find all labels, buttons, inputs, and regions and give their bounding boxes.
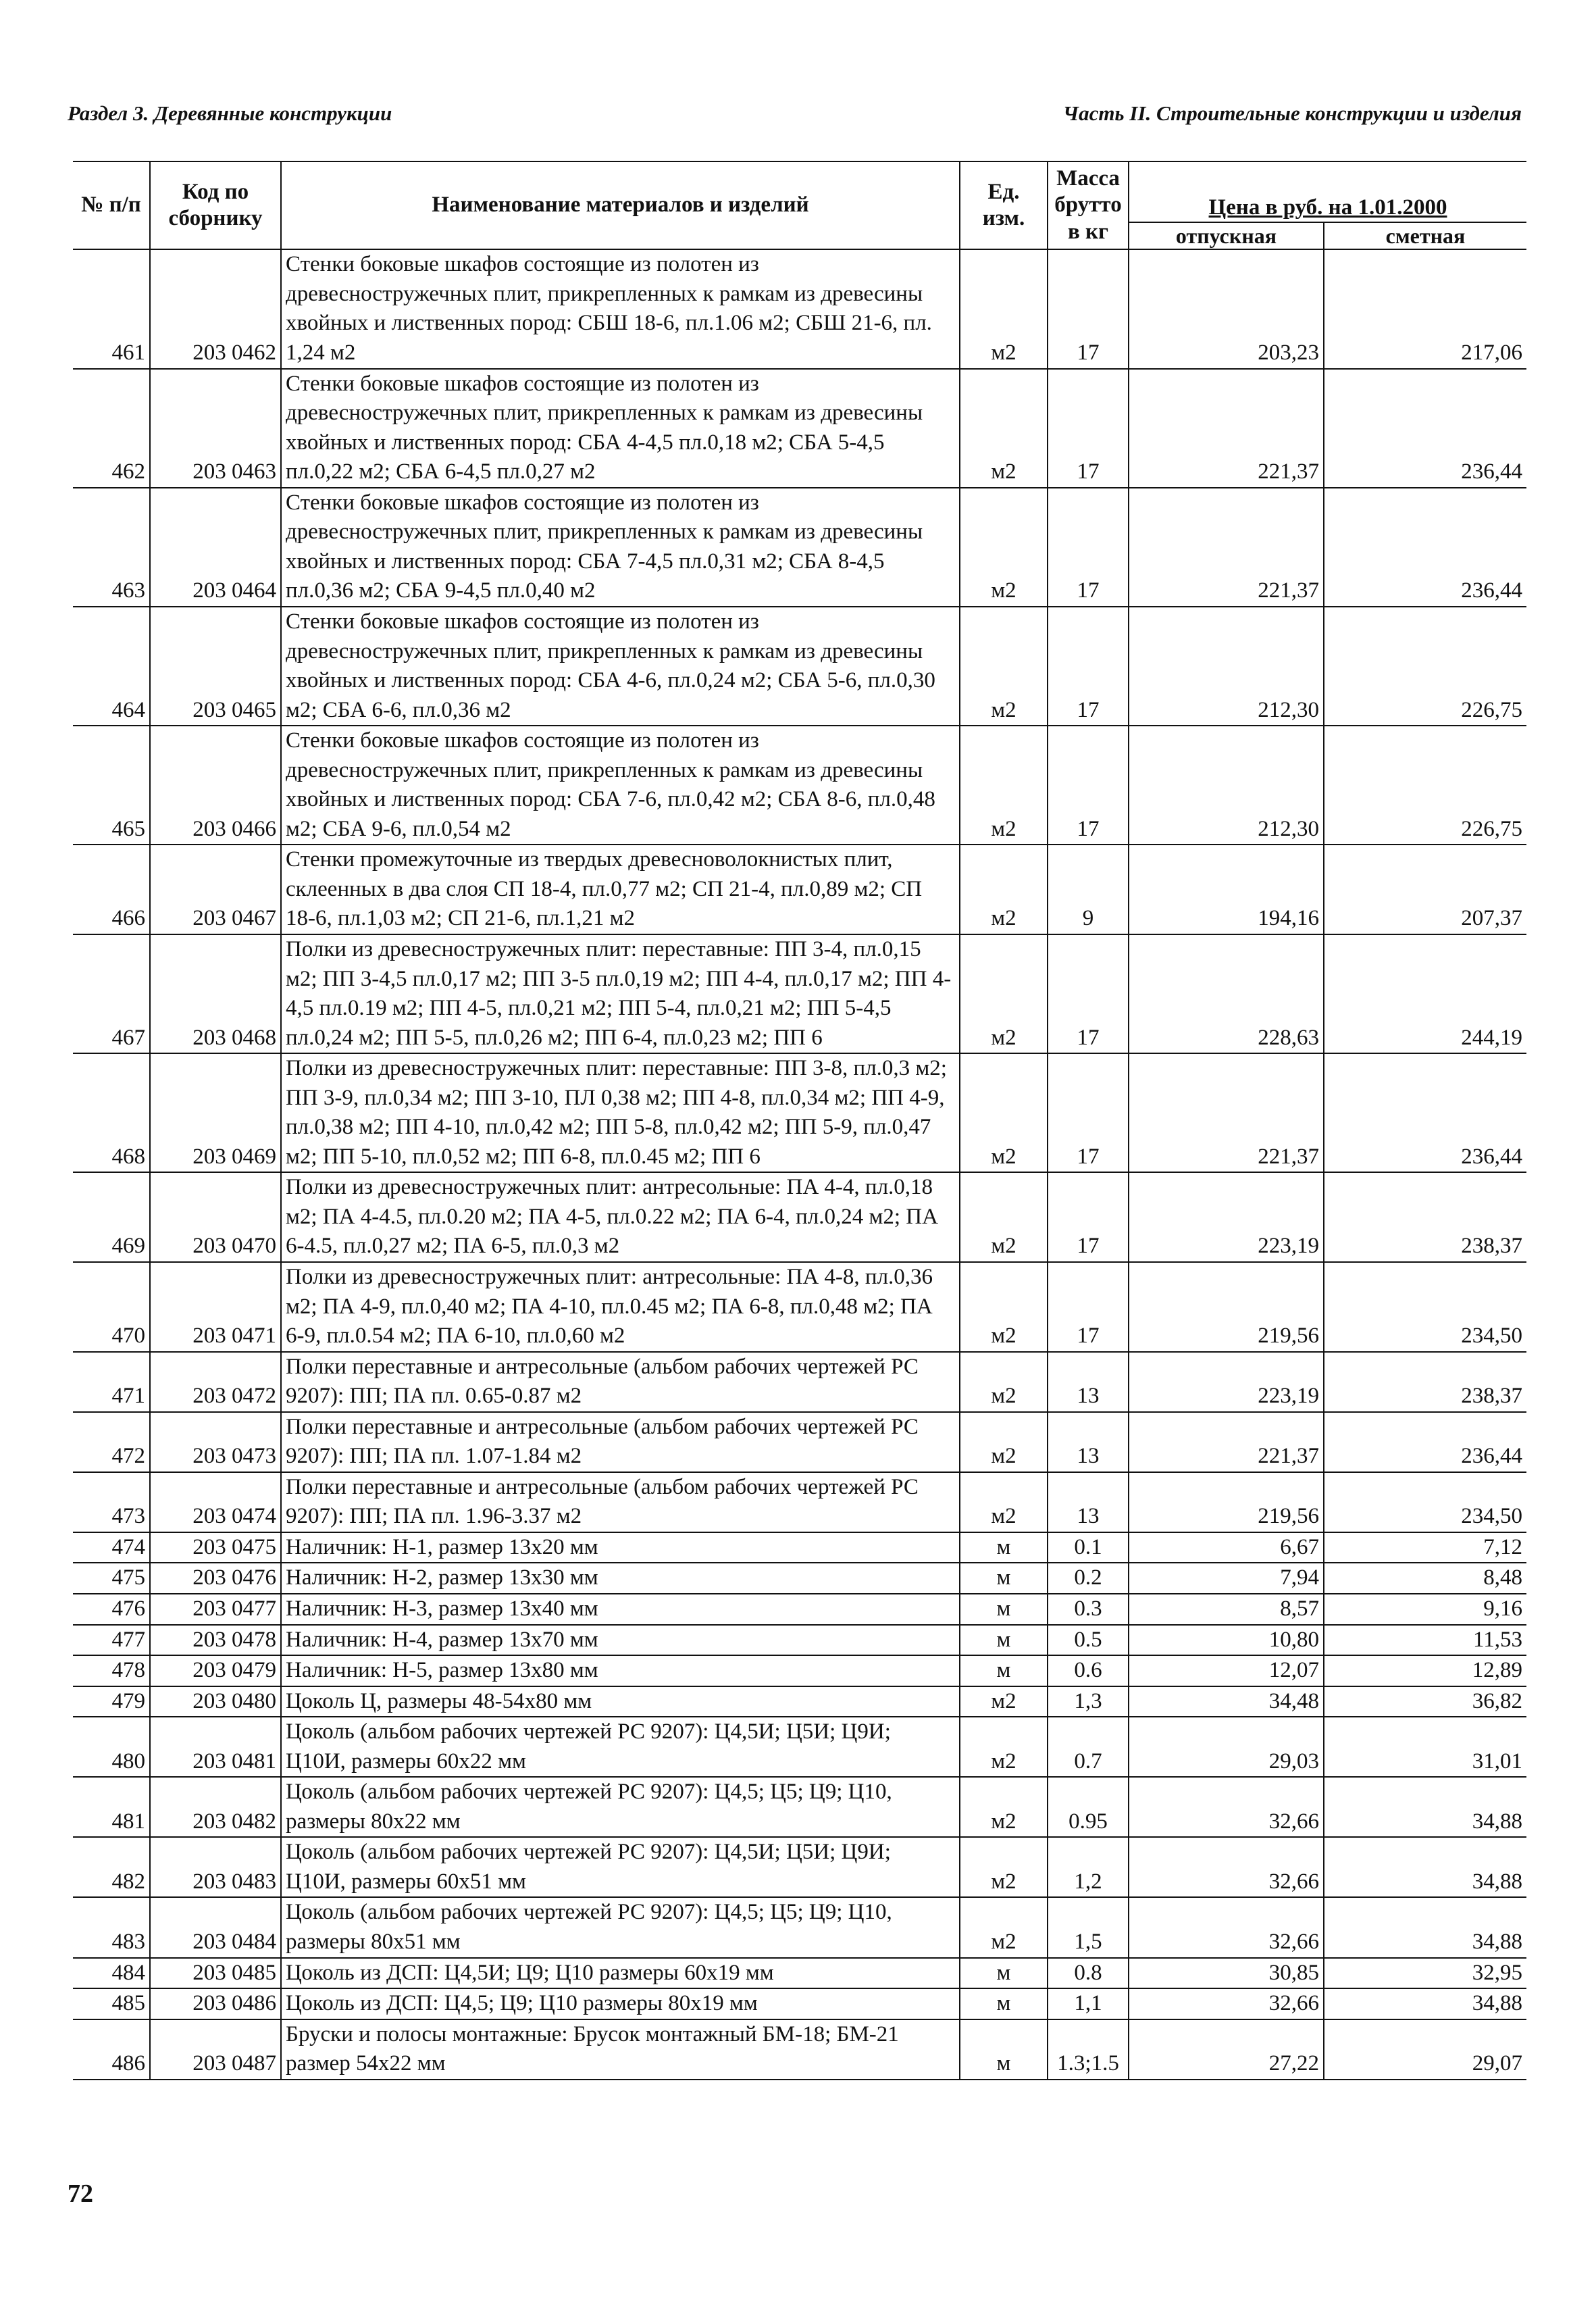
row-unit-cell: м2 (960, 1837, 1048, 1897)
row-mass-cell: 17 (1048, 607, 1129, 726)
row-mass-cell: 0.5 (1048, 1625, 1129, 1656)
row-name-cell: Полки из древесностружечных плит: переставные: ПП 3-4, пл.0,15 м2; ПП 3-4,5 пл.0,17 м2; ПП 3-5 пл.0,19 м2; ПП 4-4, пл.0,17 м2; ПП 4-4,5 пл.0.19 м2; ПП 4-5, пл.0,21 м2; ПП 5-4, пл.0,21 м2; ПП 5-4,5 пл.0,24 м2; ПП 5-5, пл.0,26 м2; ПП 6-4, пл.0,23 м2; ПП 6 (281, 934, 960, 1053)
row-mass-cell: 1,5 (1048, 1897, 1129, 1957)
row-name-cell: Наличник: Н-1, размер 13х20 мм (281, 1532, 960, 1563)
col-header-price-estimate: сметная (1324, 222, 1526, 249)
row-name-cell: Полки из древесностружечных плит: антресольные: ПА 4-8, пл.0,36 м2; ПА 4-9, пл.0,40 м2; ПА 4-10, пл.0.45 м2; ПА 6-8, пл.0,48 м2; ПА 6-9, пл.0.54 м2; ПА 6-10, пл.0,60 м2 (281, 1262, 960, 1352)
table-row (73, 1777, 1526, 1837)
row-unit-cell: м (960, 1563, 1048, 1594)
row-code-cell: 203 0476 (150, 1563, 281, 1594)
row-name-cell: Бруски и полосы монтажные: Брусок монтажный БМ-18; БМ-21 размер 54х22 мм (281, 2019, 960, 2080)
row-name-cell: Полки переставные и антресольные (альбом рабочих чертежей РС 9207): ПП; ПА пл. 1.96-3.37 м2 (281, 1472, 960, 1532)
row-code-cell: 203 0480 (150, 1686, 281, 1717)
row-unit-cell: м (960, 2019, 1048, 2080)
row-code-cell: 203 0465 (150, 607, 281, 726)
row-price-estimate-cell: 11,53 (1324, 1625, 1526, 1656)
row-unit-cell: м2 (960, 1686, 1048, 1717)
row-price-estimate-cell: 34,88 (1324, 1837, 1526, 1897)
row-code-cell: 203 0470 (150, 1172, 281, 1262)
row-number-cell: 472 (73, 1412, 150, 1472)
row-code-cell: 203 0483 (150, 1837, 281, 1897)
row-code-cell: 203 0477 (150, 1594, 281, 1625)
table-body (73, 249, 1526, 2079)
row-price-estimate-cell: 207,37 (1324, 845, 1526, 934)
running-header-part: Часть II. Строительные конструкции и изделия (1062, 101, 1522, 125)
row-mass-cell: 17 (1048, 1053, 1129, 1172)
row-code-cell: 203 0463 (150, 369, 281, 488)
row-price-estimate-cell: 9,16 (1324, 1594, 1526, 1625)
table-row (73, 2019, 1526, 2080)
row-unit-cell: м2 (960, 1352, 1048, 1412)
row-price-release-cell: 32,66 (1129, 1777, 1324, 1837)
row-unit-cell: м (960, 1655, 1048, 1686)
row-price-release-cell: 7,94 (1129, 1563, 1324, 1594)
table-row (73, 369, 1526, 488)
table-row (73, 1897, 1526, 1957)
row-mass-cell: 0.95 (1048, 1777, 1129, 1837)
row-mass-cell: 13 (1048, 1352, 1129, 1412)
row-price-release-cell: 221,37 (1129, 369, 1324, 488)
row-number-cell: 473 (73, 1472, 150, 1532)
table-row (73, 845, 1526, 934)
row-mass-cell: 1,1 (1048, 1988, 1129, 2019)
row-price-release-cell: 219,56 (1129, 1472, 1324, 1532)
row-name-cell: Наличник: Н-4, размер 13х70 мм (281, 1625, 960, 1656)
row-code-cell: 203 0469 (150, 1053, 281, 1172)
row-number-cell: 468 (73, 1053, 150, 1172)
row-price-estimate-cell: 236,44 (1324, 369, 1526, 488)
row-number-cell: 462 (73, 369, 150, 488)
row-name-cell: Цоколь из ДСП: Ц4,5; Ц9; Ц10 размеры 80х19 мм (281, 1988, 960, 2019)
row-number-cell: 464 (73, 607, 150, 726)
row-price-release-cell: 30,85 (1129, 1958, 1324, 1989)
table-row (73, 1532, 1526, 1563)
row-code-cell: 203 0472 (150, 1352, 281, 1412)
col-header-unit: Ед. изм. (960, 161, 1048, 249)
row-code-cell: 203 0479 (150, 1655, 281, 1686)
row-unit-cell: м2 (960, 1777, 1048, 1837)
row-name-cell: Цоколь (альбом рабочих чертежей РС 9207): Ц4,5; Ц5; Ц9; Ц10, размеры 80х22 мм (281, 1777, 960, 1837)
row-price-estimate-cell: 238,37 (1324, 1172, 1526, 1262)
col-header-num: № п/п (73, 161, 150, 249)
table-row (73, 1053, 1526, 1172)
row-mass-cell: 0.2 (1048, 1563, 1129, 1594)
row-name-cell: Цоколь (альбом рабочих чертежей РС 9207): Ц4,5И; Ц5И; Ц9И; Ц10И, размеры 60х51 мм (281, 1837, 960, 1897)
table-row (73, 1625, 1526, 1656)
row-number-cell: 483 (73, 1897, 150, 1957)
table-row (73, 1958, 1526, 1989)
row-unit-cell: м2 (960, 1262, 1048, 1352)
row-price-release-cell: 29,03 (1129, 1717, 1324, 1777)
row-mass-cell: 0.8 (1048, 1958, 1129, 1989)
row-name-cell: Цоколь из ДСП: Ц4,5И; Ц9; Ц10 размеры 60х19 мм (281, 1958, 960, 1989)
row-code-cell: 203 0478 (150, 1625, 281, 1656)
row-mass-cell: 0.7 (1048, 1717, 1129, 1777)
row-price-release-cell: 223,19 (1129, 1352, 1324, 1412)
col-header-price-group: Цена в руб. на 1.01.2000 (1129, 161, 1526, 222)
row-mass-cell: 1.3;1.5 (1048, 2019, 1129, 2080)
row-number-cell: 467 (73, 934, 150, 1053)
row-name-cell: Наличник: Н-3, размер 13х40 мм (281, 1594, 960, 1625)
row-unit-cell: м2 (960, 845, 1048, 934)
col-header-price-release: отпускная (1129, 222, 1324, 249)
row-price-estimate-cell: 234,50 (1324, 1472, 1526, 1532)
row-number-cell: 474 (73, 1532, 150, 1563)
row-mass-cell: 0.3 (1048, 1594, 1129, 1625)
row-price-release-cell: 221,37 (1129, 488, 1324, 607)
row-price-estimate-cell: 34,88 (1324, 1777, 1526, 1837)
table-row (73, 1563, 1526, 1594)
row-price-release-cell: 27,22 (1129, 2019, 1324, 2080)
row-price-release-cell: 10,80 (1129, 1625, 1324, 1656)
row-code-cell: 203 0487 (150, 2019, 281, 2080)
row-mass-cell: 0.1 (1048, 1532, 1129, 1563)
row-name-cell: Полки из древесностружечных плит: переставные: ПП 3-8, пл.0,3 м2; ПП 3-9, пл.0,34 м2; ПП 3-10, ПЛ 0,38 м2; ПП 4-8, пл.0,34 м2; ПП 4-9, пл.0,38 м2; ПП 4-10, пл.0,42 м2; ПП 5-8, пл.0,42 м2; ПП 5-9, пл.0,47 м2; ПП 5-10, пл.0,52 м2; ПП 6-8, пл.0.45 м2; ПП 6 (281, 1053, 960, 1172)
row-price-release-cell: 212,30 (1129, 726, 1324, 845)
row-price-release-cell: 12,07 (1129, 1655, 1324, 1686)
col-header-name: Наименование материалов и изделий (281, 161, 960, 249)
row-code-cell: 203 0486 (150, 1988, 281, 2019)
row-unit-cell: м (960, 1958, 1048, 1989)
row-number-cell: 469 (73, 1172, 150, 1262)
row-number-cell: 475 (73, 1563, 150, 1594)
col-header-code: Код по сборнику (150, 161, 281, 249)
row-price-estimate-cell: 217,06 (1324, 249, 1526, 368)
row-mass-cell: 0.6 (1048, 1655, 1129, 1686)
row-unit-cell: м2 (960, 726, 1048, 845)
row-mass-cell: 17 (1048, 934, 1129, 1053)
row-name-cell: Полки переставные и антресольные (альбом рабочих чертежей РС 9207): ПП; ПА пл. 1.07-1.84 м2 (281, 1412, 960, 1472)
row-name-cell: Наличник: Н-2, размер 13х30 мм (281, 1563, 960, 1594)
row-price-release-cell: 8,57 (1129, 1594, 1324, 1625)
row-mass-cell: 1,2 (1048, 1837, 1129, 1897)
row-number-cell: 470 (73, 1262, 150, 1352)
row-mass-cell: 9 (1048, 845, 1129, 934)
row-price-estimate-cell: 236,44 (1324, 1412, 1526, 1472)
row-unit-cell: м2 (960, 369, 1048, 488)
row-number-cell: 471 (73, 1352, 150, 1412)
row-name-cell: Стенки боковые шкафов состоящие из полотен из древесностружечных плит, прикрепленных к рамкам из древесины хвойных и лиственных пород: СБА 4-4,5 пл.0,18 м2; СБА 5-4,5 пл.0,22 м2; СБА 6-4,5 пл.0,27 м2 (281, 369, 960, 488)
row-number-cell: 482 (73, 1837, 150, 1897)
row-price-release-cell: 34,48 (1129, 1686, 1324, 1717)
row-number-cell: 466 (73, 845, 150, 934)
row-mass-cell: 1,3 (1048, 1686, 1129, 1717)
row-price-estimate-cell: 226,75 (1324, 607, 1526, 726)
row-price-release-cell: 221,37 (1129, 1053, 1324, 1172)
table-row (73, 1472, 1526, 1532)
row-code-cell: 203 0462 (150, 249, 281, 368)
row-number-cell: 461 (73, 249, 150, 368)
row-price-estimate-cell: 234,50 (1324, 1262, 1526, 1352)
row-code-cell: 203 0475 (150, 1532, 281, 1563)
row-unit-cell: м2 (960, 1717, 1048, 1777)
row-unit-cell: м2 (960, 1172, 1048, 1262)
row-price-release-cell: 32,66 (1129, 1837, 1324, 1897)
row-price-release-cell: 221,37 (1129, 1412, 1324, 1472)
table-row (73, 1655, 1526, 1686)
row-number-cell: 478 (73, 1655, 150, 1686)
row-name-cell: Стенки боковые шкафов состоящие из полотен из древесностружечных плит, прикрепленных к рамкам из древесины хвойных и лиственных пород: СБА 4-6, пл.0,24 м2; СБА 5-6, пл.0,30 м2; СБА 6-6, пл.0,36 м2 (281, 607, 960, 726)
row-price-release-cell: 219,56 (1129, 1262, 1324, 1352)
table-header (73, 161, 1526, 249)
table-row (73, 1837, 1526, 1897)
row-code-cell: 203 0473 (150, 1412, 281, 1472)
row-price-release-cell: 212,30 (1129, 607, 1324, 726)
table-row (73, 1686, 1526, 1717)
row-number-cell: 476 (73, 1594, 150, 1625)
table-row (73, 1172, 1526, 1262)
row-code-cell: 203 0466 (150, 726, 281, 845)
row-price-estimate-cell: 12,89 (1324, 1655, 1526, 1686)
page-number: 72 (68, 2180, 93, 2208)
row-mass-cell: 13 (1048, 1412, 1129, 1472)
row-unit-cell: м2 (960, 607, 1048, 726)
row-mass-cell: 17 (1048, 726, 1129, 845)
row-name-cell: Стенки промежуточные из твердых древесноволокнистых плит, склеенных в два слоя СП 18-4, пл.0,77 м2; СП 21-4, пл.0,89 м2; СП 18-6, пл.1,03 м2; СП 21-6, пл.1,21 м2 (281, 845, 960, 934)
row-unit-cell: м2 (960, 1412, 1048, 1472)
row-mass-cell: 17 (1048, 488, 1129, 607)
row-price-estimate-cell: 34,88 (1324, 1897, 1526, 1957)
row-unit-cell: м (960, 1594, 1048, 1625)
row-unit-cell: м2 (960, 1472, 1048, 1532)
table-row (73, 934, 1526, 1053)
row-unit-cell: м2 (960, 488, 1048, 607)
row-code-cell: 203 0482 (150, 1777, 281, 1837)
table-row (73, 1352, 1526, 1412)
row-price-estimate-cell: 236,44 (1324, 1053, 1526, 1172)
row-name-cell: Стенки боковые шкафов состоящие из полотен из древесностружечных плит, прикрепленных к рамкам из древесины хвойных и лиственных пород: СБА 7-6, пл.0,42 м2; СБА 8-6, пл.0,48 м2; СБА 9-6, пл.0,54 м2 (281, 726, 960, 845)
row-price-estimate-cell: 32,95 (1324, 1958, 1526, 1989)
row-price-estimate-cell: 29,07 (1324, 2019, 1526, 2080)
row-number-cell: 481 (73, 1777, 150, 1837)
row-price-estimate-cell: 36,82 (1324, 1686, 1526, 1717)
row-price-estimate-cell: 236,44 (1324, 488, 1526, 607)
row-unit-cell: м2 (960, 1897, 1048, 1957)
row-price-estimate-cell: 238,37 (1324, 1352, 1526, 1412)
row-mass-cell: 13 (1048, 1472, 1129, 1532)
table-row (73, 249, 1526, 368)
row-unit-cell: м2 (960, 249, 1048, 368)
row-number-cell: 484 (73, 1958, 150, 1989)
row-name-cell: Стенки боковые шкафов состоящие из полотен из древесностружечных плит, прикрепленных к рамкам из древесины хвойных и лиственных пород: СБА 7-4,5 пл.0,31 м2; СБА 8-4,5 пл.0,36 м2; СБА 9-4,5 пл.0,40 м2 (281, 488, 960, 607)
table-row (73, 726, 1526, 845)
row-code-cell: 203 0468 (150, 934, 281, 1053)
table-row (73, 1262, 1526, 1352)
row-price-estimate-cell: 34,88 (1324, 1988, 1526, 2019)
table-row (73, 488, 1526, 607)
row-name-cell: Наличник: Н-5, размер 13х80 мм (281, 1655, 960, 1686)
price-table (73, 161, 1526, 2080)
row-number-cell: 463 (73, 488, 150, 607)
row-price-release-cell: 203,23 (1129, 249, 1324, 368)
running-header-section: Раздел 3. Деревянные конструкции (68, 101, 392, 125)
row-name-cell: Полки из древесностружечных плит: антресольные: ПА 4-4, пл.0,18 м2; ПА 4-4.5, пл.0.20 м2; ПА 4-5, пл.0.22 м2; ПА 6-4, пл.0,24 м2; ПА 6-4.5, пл.0,27 м2; ПА 6-5, пл.0,3 м2 (281, 1172, 960, 1262)
row-mass-cell: 17 (1048, 1262, 1129, 1352)
row-name-cell: Цоколь (альбом рабочих чертежей РС 9207): Ц4,5И; Ц5И; Ц9И; Ц10И, размеры 60х22 мм (281, 1717, 960, 1777)
row-code-cell: 203 0471 (150, 1262, 281, 1352)
row-unit-cell: м (960, 1532, 1048, 1563)
row-price-release-cell: 32,66 (1129, 1897, 1324, 1957)
row-name-cell: Цоколь Ц, размеры 48-54х80 мм (281, 1686, 960, 1717)
row-price-estimate-cell: 244,19 (1324, 934, 1526, 1053)
row-code-cell: 203 0484 (150, 1897, 281, 1957)
row-number-cell: 486 (73, 2019, 150, 2080)
row-mass-cell: 17 (1048, 249, 1129, 368)
row-mass-cell: 17 (1048, 1172, 1129, 1262)
table-row (73, 1594, 1526, 1625)
row-name-cell: Стенки боковые шкафов состоящие из полотен из древесностружечных плит, прикрепленных к рамкам из древесины хвойных и лиственных пород: СБШ 18-6, пл.1.06 м2; СБШ 21-6, пл. 1,24 м2 (281, 249, 960, 368)
row-number-cell: 477 (73, 1625, 150, 1656)
row-price-release-cell: 194,16 (1129, 845, 1324, 934)
row-price-release-cell: 6,67 (1129, 1532, 1324, 1563)
row-number-cell: 479 (73, 1686, 150, 1717)
table-row (73, 1988, 1526, 2019)
row-code-cell: 203 0485 (150, 1958, 281, 1989)
row-price-estimate-cell: 31,01 (1324, 1717, 1526, 1777)
row-unit-cell: м2 (960, 934, 1048, 1053)
row-code-cell: 203 0481 (150, 1717, 281, 1777)
row-price-estimate-cell: 226,75 (1324, 726, 1526, 845)
row-price-release-cell: 32,66 (1129, 1988, 1324, 2019)
table-row (73, 1717, 1526, 1777)
row-name-cell: Цоколь (альбом рабочих чертежей РС 9207): Ц4,5; Ц5; Ц9; Ц10, размеры 80х51 мм (281, 1897, 960, 1957)
row-price-estimate-cell: 7,12 (1324, 1532, 1526, 1563)
row-price-release-cell: 223,19 (1129, 1172, 1324, 1262)
row-code-cell: 203 0467 (150, 845, 281, 934)
row-unit-cell: м (960, 1988, 1048, 2019)
table-row (73, 1412, 1526, 1472)
row-price-estimate-cell: 8,48 (1324, 1563, 1526, 1594)
row-unit-cell: м (960, 1625, 1048, 1656)
row-mass-cell: 17 (1048, 369, 1129, 488)
row-name-cell: Полки переставные и антресольные (альбом рабочих чертежей РС 9207): ПП; ПА пл. 0.65-0.87 м2 (281, 1352, 960, 1412)
row-number-cell: 480 (73, 1717, 150, 1777)
row-number-cell: 485 (73, 1988, 150, 2019)
row-unit-cell: м2 (960, 1053, 1048, 1172)
row-code-cell: 203 0474 (150, 1472, 281, 1532)
col-header-mass: Масса брутто в кг (1048, 161, 1129, 249)
table-row (73, 607, 1526, 726)
row-number-cell: 465 (73, 726, 150, 845)
row-code-cell: 203 0464 (150, 488, 281, 607)
row-price-release-cell: 228,63 (1129, 934, 1324, 1053)
